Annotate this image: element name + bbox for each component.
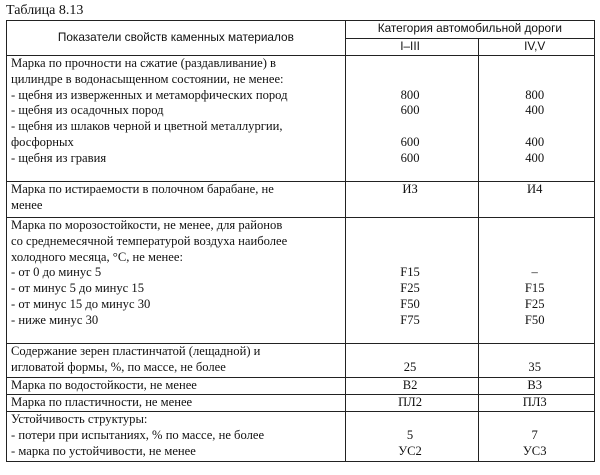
row-label-line: Марка по истираемости в полочном барабане, не [11, 182, 274, 196]
row-label-line: - щебня из гравия [11, 150, 107, 165]
value [346, 218, 475, 234]
value [479, 56, 590, 72]
row-label-water [7, 378, 346, 395]
value: – [531, 265, 538, 280]
value-cell-frost-cat1 [345, 218, 479, 344]
value [346, 412, 475, 428]
value [479, 72, 590, 88]
row-label-line: - ниже минус 30 [11, 312, 99, 327]
row-label-line: - марка по устойчивости, не менее [11, 443, 196, 458]
value [479, 412, 590, 428]
value: И4 [526, 182, 543, 196]
value: F75 [400, 312, 420, 327]
table-row [7, 218, 595, 344]
value: 25 [403, 359, 417, 374]
value [346, 72, 475, 88]
table-caption: Таблица 8.13 [6, 3, 84, 18]
row-label-line: - от минус 15 до минус 30 [11, 296, 151, 311]
value: ИЗ [402, 182, 418, 196]
value: В3 [527, 378, 543, 392]
row-label-line: игловатой формы, %, по массе, не более [11, 359, 226, 374]
row-label-line: - от 0 до минус 5 [11, 265, 102, 280]
value-cell-water-cat1 [345, 378, 479, 395]
row-label-line: Марка по морозостойкости, не менее, для районов [11, 218, 283, 232]
table-row [7, 182, 595, 218]
value: F15 [524, 281, 545, 296]
header-cat2: IV,V [479, 38, 595, 56]
table-row [7, 344, 595, 378]
value-cell-strength-cat1 [345, 56, 479, 182]
value [479, 198, 590, 214]
value-cell-plastic-cat1 [345, 395, 479, 412]
row-label-line: фосфорных [11, 134, 74, 149]
value [346, 234, 475, 250]
row-label-line: менее [11, 197, 43, 212]
value: 400 [525, 150, 545, 165]
value: 800 [525, 87, 545, 102]
value-cell-flaky-cat1 [345, 344, 479, 378]
value: 35 [528, 359, 541, 374]
properties-table [6, 20, 595, 462]
row-label-line: Марка по водостойкости, не менее [11, 378, 197, 392]
row-label-plastic [7, 395, 346, 412]
value-cell-plastic-cat2 [479, 395, 595, 412]
value: 800 [400, 87, 420, 102]
row-label-line: Содержание зерен пластинчатой (лещадной) и [11, 344, 261, 358]
header-cat1: I–III [345, 38, 479, 56]
row-label-line: со среднемесячной температурой воздуха наиболее [11, 233, 288, 248]
row-label-line: - щебня из изверженных и метаморфических пород [11, 87, 288, 102]
value: F50 [524, 312, 545, 327]
value: F25 [524, 296, 545, 311]
value: 5 [406, 427, 414, 442]
value-cell-flaky-cat2 [479, 344, 595, 378]
row-label-flaky [7, 344, 346, 378]
value: УС3 [522, 443, 547, 458]
header-category: Категория автомобильной дороги [345, 21, 594, 39]
value: F15 [400, 265, 420, 280]
value: 400 [525, 134, 545, 149]
header-row-1 [7, 21, 595, 39]
value [479, 234, 590, 250]
table-row [7, 395, 595, 412]
row-label-abrasion [7, 182, 346, 218]
row-label-line: Марка по пластичности, не менее [11, 395, 193, 409]
value [346, 250, 475, 266]
value: 600 [400, 103, 420, 118]
value [346, 344, 475, 360]
row-label-frost [7, 218, 346, 344]
row-label-line: - потери при испытаниях, % по массе, не более [11, 427, 265, 442]
row-label-line: - щебня из шлаков черной и цветной металлургии, [11, 119, 283, 134]
value: 400 [525, 103, 545, 118]
value: 600 [400, 134, 420, 149]
value: УС2 [398, 443, 422, 458]
table-row [7, 56, 595, 182]
row-label-strength [7, 56, 346, 182]
row-label-line: Устойчивость структуры: [11, 412, 148, 426]
value [479, 250, 590, 266]
value-cell-abrasion-cat2 [479, 182, 595, 218]
value [346, 56, 475, 72]
row-label-structure [7, 412, 346, 462]
table-row [7, 378, 595, 395]
row-label-line: - от минус 5 до минус 15 [11, 281, 144, 296]
row-label-line: Марка по прочности на сжатие (раздавливание) в [11, 56, 276, 70]
value: ПЛ3 [522, 395, 547, 409]
value: 7 [531, 427, 538, 442]
value-cell-strength-cat2 [479, 56, 595, 182]
value [346, 198, 475, 214]
value-cell-water-cat2 [479, 378, 595, 395]
row-label-line: цилиндре в водонасыщенном состоянии, не менее: [11, 71, 284, 86]
value [346, 119, 475, 135]
value-cell-abrasion-cat1 [345, 182, 479, 218]
row-label-line: - щебня из осадочных пород [11, 103, 164, 118]
value [479, 344, 590, 360]
value: 600 [400, 150, 420, 165]
value-cell-structure-cat1 [345, 412, 479, 462]
table-row [7, 412, 595, 462]
value-cell-frost-cat2 [479, 218, 595, 344]
value [479, 218, 590, 234]
header-indicators: Показатели свойств каменных материалов [7, 21, 346, 56]
value: F50 [400, 296, 420, 311]
row-label-line: холодного месяца, °С, не менее: [11, 249, 183, 264]
value [479, 119, 590, 135]
value: В2 [402, 378, 418, 392]
value: ПЛ2 [398, 395, 423, 409]
value: F25 [400, 281, 420, 296]
value-cell-structure-cat2 [479, 412, 595, 462]
